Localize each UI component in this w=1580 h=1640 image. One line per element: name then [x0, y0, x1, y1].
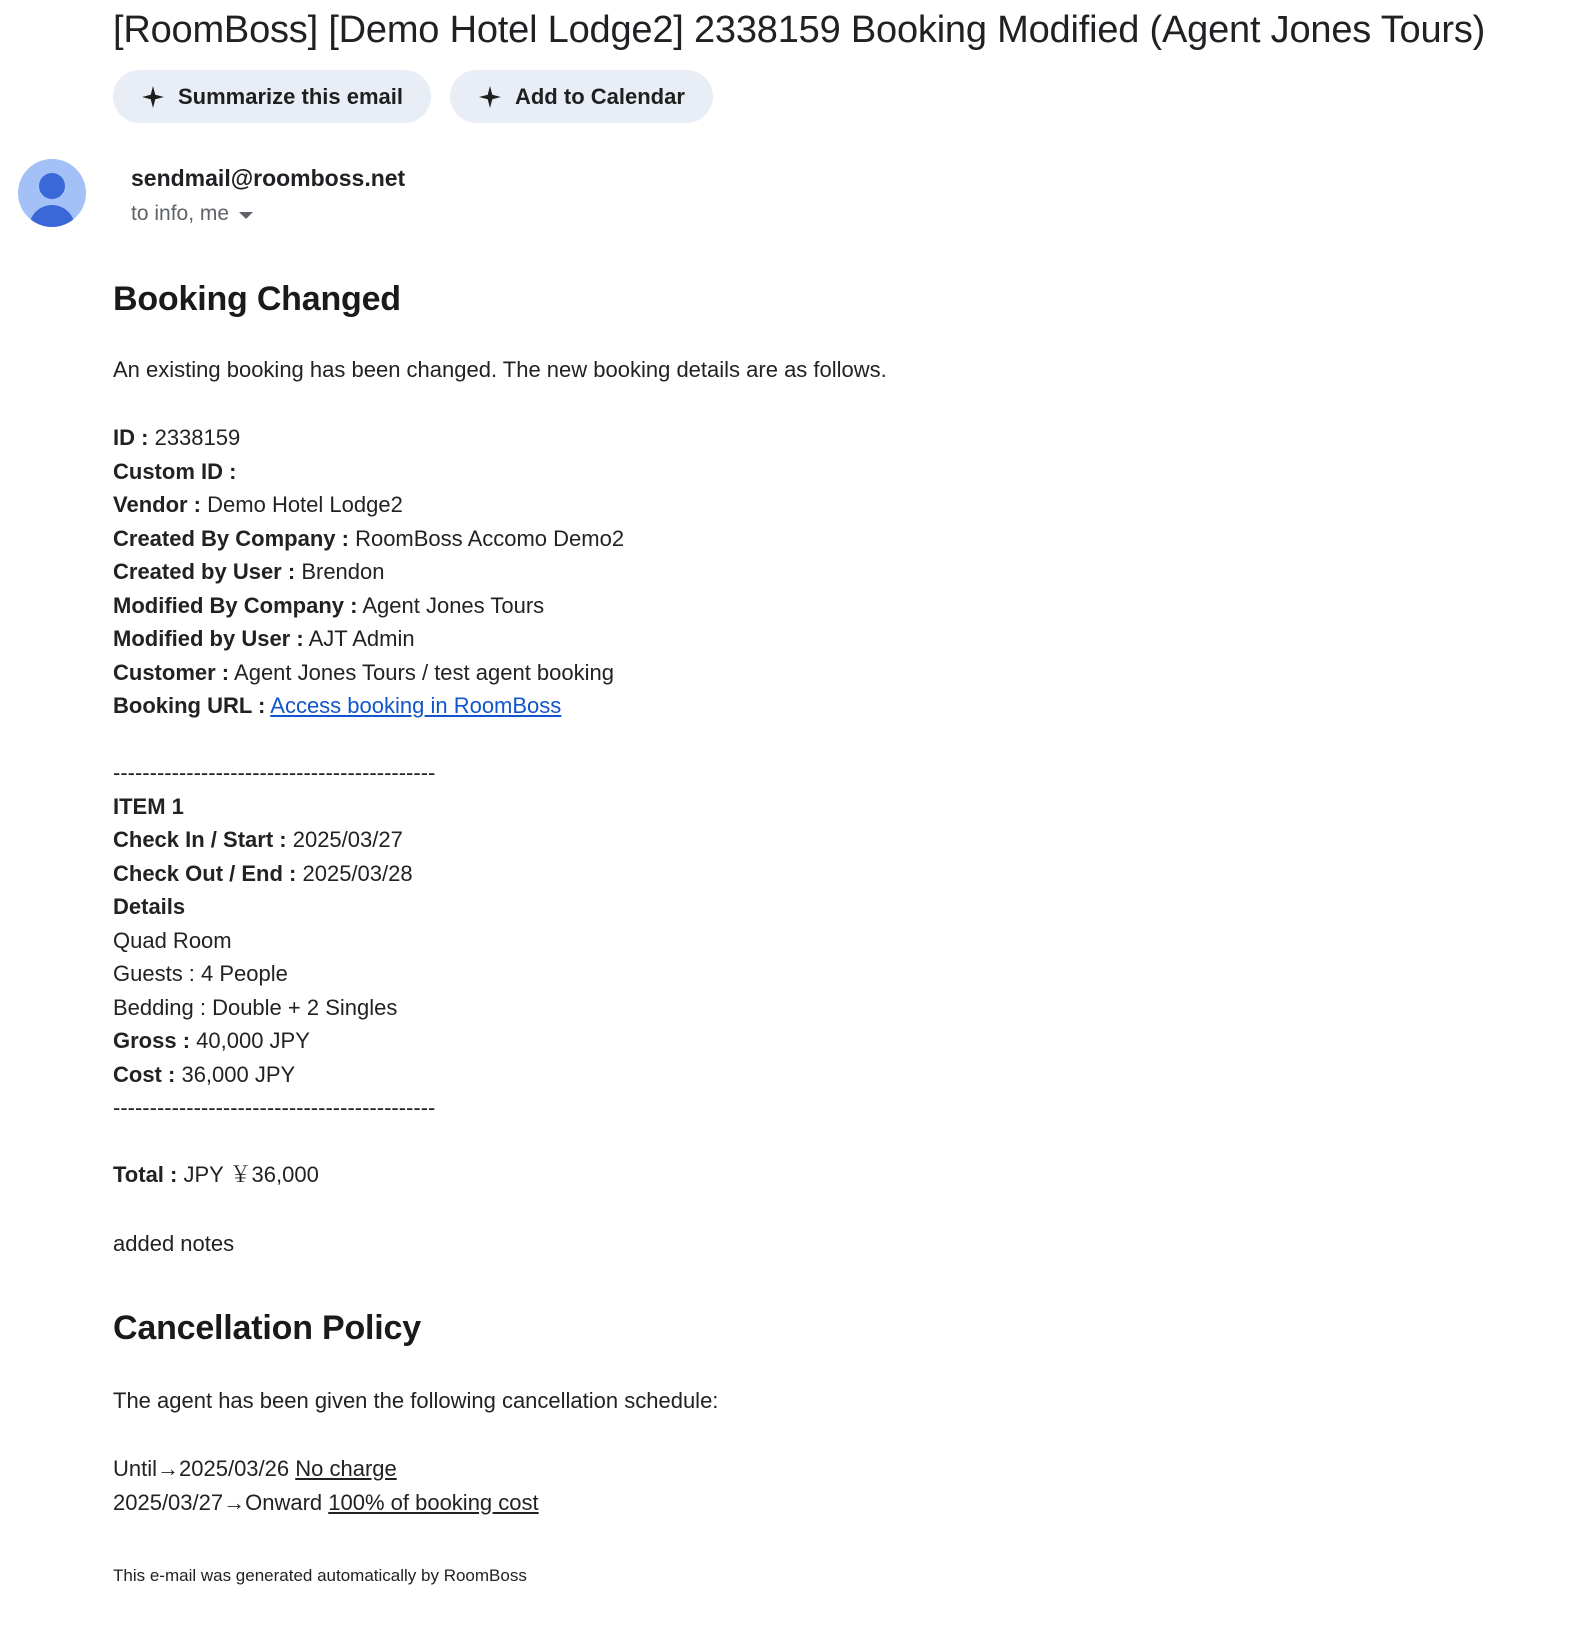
divider-bottom: -------------------------------------------- — [113, 1095, 436, 1120]
sparkle-icon — [141, 85, 165, 109]
spacer — [113, 723, 1580, 757]
field-value: Agent Jones Tours / test agent booking — [234, 659, 614, 685]
recipients-toggle[interactable] — [131, 199, 253, 229]
cancellation-row — [113, 1452, 1580, 1486]
details-line: Quad Room — [113, 927, 232, 953]
booking-fields — [113, 421, 1580, 723]
field-row — [113, 656, 1580, 690]
check-in-row — [113, 823, 1580, 857]
avatar-head — [39, 173, 65, 199]
cancellation-policy-title: Cancellation Policy — [113, 1308, 421, 1347]
avatar[interactable] — [18, 159, 86, 227]
cancellation-charge: No charge — [295, 1455, 397, 1481]
field-row — [113, 589, 1580, 623]
sender-header — [0, 123, 1580, 229]
field-label: Custom ID : — [113, 458, 237, 484]
field-label: Modified by User : — [113, 626, 304, 651]
details-heading — [113, 890, 1580, 924]
summarize-email-label: Summarize this email — [178, 83, 403, 109]
field-value: Demo Hotel Lodge2 — [207, 492, 403, 517]
field-value: Agent Jones Tours — [362, 592, 545, 618]
check-out-row — [113, 857, 1580, 891]
field-row — [113, 555, 1580, 589]
details-line: Guests : 4 People — [113, 961, 288, 986]
field-label: Vendor : — [113, 492, 202, 517]
details-line: Bedding : Double + 2 Singles — [113, 994, 398, 1020]
cost-label: Cost : — [113, 1061, 176, 1087]
gross-row — [113, 1024, 1580, 1058]
gross-label: Gross : — [113, 1028, 191, 1053]
cancellation-intro: The agent has been given the following cancellation schedule: — [113, 1387, 719, 1413]
booking-url-row — [113, 689, 1580, 723]
check-out-label: Check Out / End : — [113, 860, 297, 886]
field-label: Created By Company : — [113, 525, 349, 551]
booking-url-label: Booking URL : — [113, 693, 266, 718]
field-label: ID : — [113, 425, 149, 450]
add-to-calendar-button[interactable] — [450, 70, 713, 123]
intro-paragraph: An existing booking has been changed. The new booking details are as follows. — [113, 357, 887, 382]
page-title: Booking Changed — [113, 280, 401, 318]
divider-top: -------------------------------------------- — [113, 760, 436, 785]
cancellation-period: 2025/03/27→Onward — [113, 1489, 329, 1515]
field-value: RoomBoss Accomo Demo2 — [355, 525, 625, 551]
smart-chip-row — [0, 54, 1580, 123]
total-value: JPY ￥36,000 — [183, 1161, 319, 1187]
field-value: Brendon — [301, 559, 385, 584]
field-row — [113, 421, 1580, 455]
field-row — [113, 455, 1580, 489]
details-label: Details — [113, 894, 186, 919]
email-subject: [RoomBoss] [Demo Hotel Lodge2] 2338159 Booking Modified (Agent Jones Tours) — [113, 9, 1486, 51]
total-label: Total : — [113, 1161, 178, 1187]
sparkle-icon — [478, 85, 502, 109]
sender-email: sendmail@roomboss.net — [131, 165, 406, 191]
field-row — [113, 622, 1580, 656]
check-out-value: 2025/03/28 — [302, 860, 413, 886]
field-value: AJT Admin — [308, 626, 415, 651]
cancellation-charge: 100% of booking cost — [328, 1489, 539, 1515]
recipients-label: to info, me — [131, 202, 230, 225]
email-body — [0, 279, 1580, 1618]
chevron-down-icon — [239, 212, 253, 219]
check-in-value: 2025/03/27 — [292, 827, 403, 852]
field-row — [113, 488, 1580, 522]
footer-note: This e-mail was generated automatically by RoomBoss — [113, 1565, 527, 1585]
cancellation-schedule — [113, 1452, 1580, 1520]
avatar-body — [29, 205, 75, 227]
field-label: Created by User : — [113, 559, 296, 584]
item-title — [113, 790, 1580, 824]
sender-details — [86, 159, 405, 229]
field-row — [113, 522, 1580, 556]
total-row — [113, 1158, 1580, 1192]
gross-value: 40,000 JPY — [196, 1028, 310, 1053]
booking-notes: added notes — [113, 1230, 235, 1256]
add-to-calendar-label: Add to Calendar — [514, 83, 685, 109]
field-value: 2338159 — [154, 425, 241, 450]
item-block — [113, 790, 1580, 1092]
cost-value: 36,000 JPY — [181, 1061, 296, 1087]
access-booking-link[interactable]: Access booking in RoomBoss — [270, 693, 562, 718]
item-title-label: ITEM 1 — [113, 793, 184, 819]
check-in-label: Check In / Start : — [113, 827, 287, 852]
cost-row — [113, 1058, 1580, 1092]
field-label: Customer : — [113, 659, 230, 685]
cancellation-row — [113, 1486, 1580, 1520]
cancellation-period: Until→2025/03/26 — [113, 1455, 296, 1481]
field-label: Modified By Company : — [113, 592, 358, 618]
summarize-email-button[interactable] — [113, 70, 431, 123]
